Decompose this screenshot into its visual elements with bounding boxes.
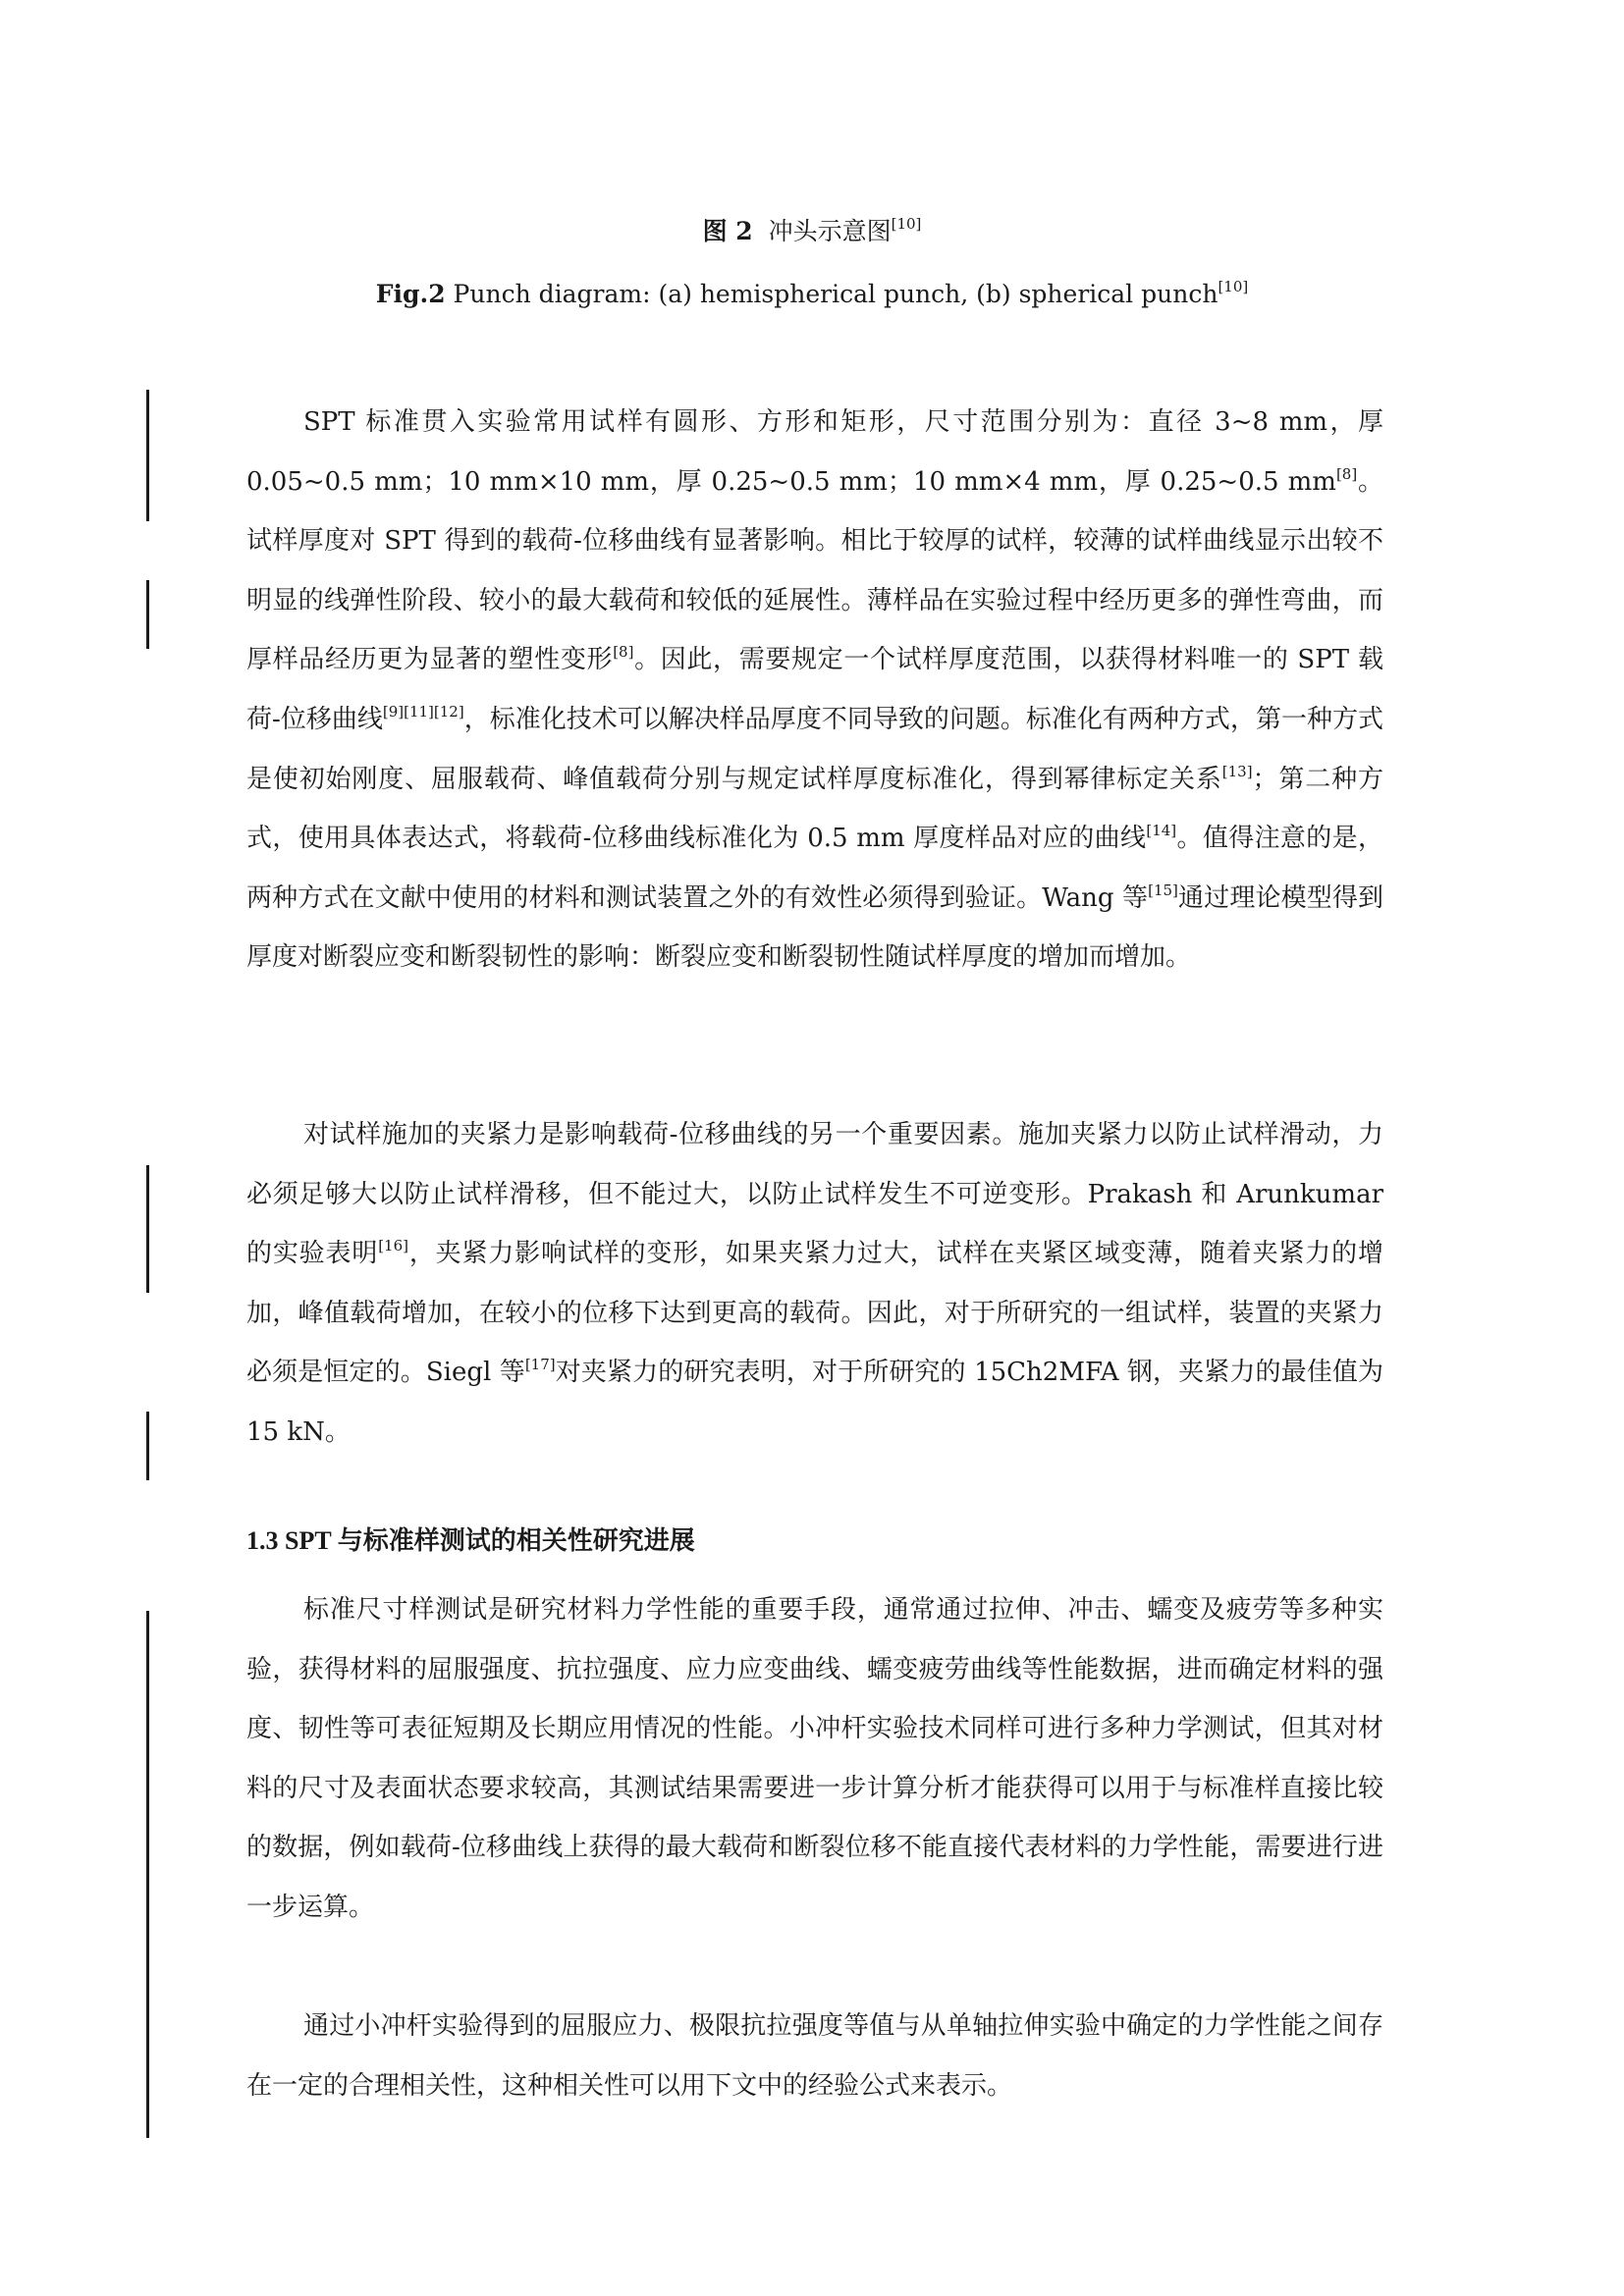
paragraph-text: 对试样施加的夹紧力是影响载荷-位移曲线的另一个重要因素。施加夹紧力以防止试样滑动，力必须足够大以防止试样滑移，但不能过大，以防止试样发生不可逆变形。Prakash 和 Arunkumar 的实验表明: [246, 1120, 1383, 1269]
citation: [17]: [524, 1356, 556, 1374]
change-bar: [146, 580, 149, 649]
change-bar: [146, 390, 149, 521]
figure-label-zh: 图 2: [702, 217, 753, 245]
paragraph-clamping-force: [246, 1105, 1383, 1463]
paragraph-text: ，标准化技术可以解决样品厚度不同导致的问题。标准化有两种方式，第一种方式是使初始刚度、屈服载荷、峰值载荷分别与规定试样厚度标准化，得到幂律标定关系: [246, 704, 1383, 794]
citation: [14]: [1146, 822, 1177, 840]
paragraph-text: ，夹紧力影响试样的变形，如果夹紧力过大，试样在夹紧区域变薄，随着夹紧力的增加，峰值载荷增加，在较小的位移下达到更高的载荷。因此，对于所研究的一组试样，装置的夹紧力必须是恒定的。Siegl 等: [246, 1239, 1383, 1388]
figure-title-zh: 冲头示意图: [768, 217, 892, 245]
section-heading: 1.3 SPT 与标准样测试的相关性研究进展: [246, 1526, 695, 1555]
citation: [15]: [1148, 881, 1178, 899]
citation: [9][11][12]: [382, 702, 464, 721]
paragraph-text: 。因此，需要规定一个试样厚度范围，以获得材料唯一的 SPT 载荷-位移曲线: [246, 645, 1383, 734]
change-bar: [146, 1165, 149, 1293]
citation: [8]: [613, 643, 634, 662]
citation: [10]: [1218, 278, 1249, 295]
paragraph-text: ；第二种方式，使用具体表达式，将载荷-位移曲线标准化为 0.5 mm 厚度样品对应的曲线: [246, 764, 1383, 854]
paragraph-text: SPT 标准贯入实验常用试样有圆形、方形和矩形，尺寸范围分别为：直径 3~8 mm，厚 0.05~0.5 mm；10 mm×10 mm，厚 0.25~0.5 mm；10 mm×4 mm，厚 0.25~0.5 mm: [246, 407, 1383, 497]
paragraph-text: 。值得注意的是，两种方式在文献中使用的材料和测试装置之外的有效性必须得到验证。Wang 等: [246, 824, 1383, 913]
paragraph-specimen-thickness: [246, 393, 1383, 988]
paragraph-text: 。试样厚度对 SPT 得到的载荷-位移曲线有显著影响。相比于较厚的试样，较薄的试样曲线显示出较不明显的线弹性阶段、较小的最大载荷和较低的延展性。薄样品在实验过程中经历更多的弹性弯曲，而厚样品经历更为显著的塑性变形: [246, 466, 1383, 675]
paragraph-text: 对夹紧力的研究表明，对于所研究的 15Ch2MFA 钢，夹紧力的最佳值为 15 kN。: [246, 1358, 1383, 1447]
figure-label-en: Fig.2: [375, 280, 446, 308]
figure-title-en: Punch diagram: (a) hemispherical punch, (b) spherical punch: [453, 280, 1218, 308]
paragraph-text: 通过理论模型得到厚度对断裂应变和断裂韧性的影响：断裂应变和断裂韧性随试样厚度的增加而增加。: [246, 882, 1383, 973]
change-bar: [146, 1611, 149, 2138]
figure-caption-zh: [0, 215, 1624, 248]
citation: [10]: [891, 215, 922, 233]
citation: [8]: [1335, 464, 1358, 483]
figure-caption-en: [0, 278, 1624, 311]
paragraph-correlation: 通过小冲杆实验得到的屈服应力、极限抗拉强度等值与从单轴拉伸实验中确定的力学性能之间存在一定的合理相关性，这种相关性可以用下文中的经验公式来表示。: [246, 2011, 1383, 2101]
citation: [16]: [378, 1237, 408, 1255]
paragraph-standard-specimen: 标准尺寸样测试是研究材料力学性能的重要手段，通常通过拉伸、冲击、蠕变及疲劳等多种实验，获得材料的屈服强度、抗拉强度、应力应变曲线、蠕变疲劳曲线等性能数据，进而确定材料的强度、韧性等可表征短期及长期应用情况的性能。小冲杆实验技术同样可进行多种力学测试，但其对材料的尺寸及表面状态要求较高，其测试结果需要进一步计算分析才能获得可以用于与标准样直接比较的数据，例如载荷-位移曲线上获得的最大载荷和断裂位移不能直接代表材料的力学性能，需要进行进一步运算。: [246, 1595, 1383, 1922]
citation: [13]: [1221, 762, 1253, 780]
change-bar: [146, 1412, 149, 1480]
